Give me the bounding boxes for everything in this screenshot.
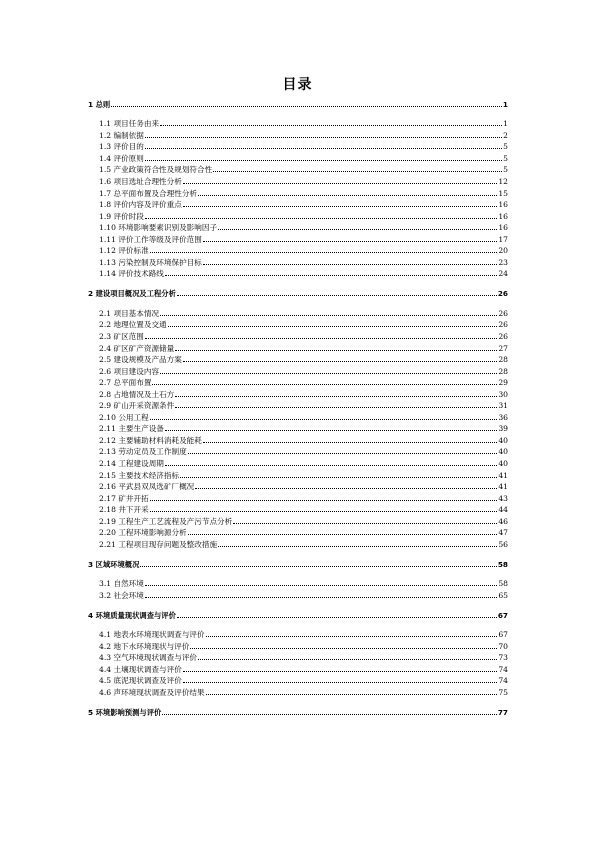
toc-dot-leader	[165, 430, 497, 431]
toc-page-number: 31	[498, 401, 508, 411]
toc-entry-label: 4.2 地下水环境现状与评价	[99, 641, 190, 651]
toc-page-number: 41	[498, 482, 508, 492]
toc-section-entry[interactable]	[88, 330, 508, 342]
toc-section-entry[interactable]	[88, 164, 508, 176]
toc-entry-label: 1.8 评价内容及评价重点	[99, 200, 182, 210]
toc-dot-leader	[183, 361, 497, 362]
toc-page-number: 75	[498, 688, 508, 698]
toc-section-entry[interactable]	[88, 187, 508, 199]
toc-page-number: 58	[497, 559, 508, 569]
toc-entry-label: 1.6 项目选址合理性分析	[99, 177, 182, 187]
toc-section-entry[interactable]	[88, 141, 508, 153]
toc-entry-label: 5 环境影响预测与评价	[88, 707, 162, 717]
toc-spacer	[88, 570, 508, 578]
toc-dot-leader	[175, 407, 497, 408]
toc-entry-label: 2.14 工程建设周期	[99, 458, 164, 468]
toc-section-entry[interactable]	[88, 675, 508, 687]
toc-page-number: 26	[497, 289, 508, 299]
toc-section-entry[interactable]	[88, 388, 508, 400]
toc-dot-leader	[145, 585, 497, 586]
toc-page-number: 29	[498, 378, 508, 388]
toc-page-number: 77	[497, 707, 508, 717]
toc-page-number: 67	[497, 610, 508, 620]
toc-dot-leader	[203, 264, 497, 265]
toc-spacer	[88, 110, 508, 118]
toc-section-entry[interactable]	[88, 527, 508, 539]
toc-entry-label: 4.1 地表水环境现状调查与评价	[99, 630, 205, 640]
toc-page-number: 12	[498, 177, 508, 187]
toc-dot-leader	[145, 338, 497, 339]
toc-entry-label: 2.10 公用工程	[99, 412, 149, 422]
toc-dot-leader	[218, 546, 497, 547]
toc-entry-label: 2.13 劳动定员及工作制度	[99, 447, 187, 457]
toc-page-number: 16	[498, 200, 508, 210]
toc-dot-leader	[150, 252, 498, 253]
toc-entry-label: 2.2 地理位置及交通	[99, 320, 167, 330]
toc-chapter-entry[interactable]	[88, 609, 508, 621]
toc-dot-leader	[145, 137, 502, 138]
toc-page-number: 5	[503, 142, 508, 152]
toc-entry-label: 3.2 社会环境	[99, 590, 144, 600]
toc-section-entry[interactable]	[88, 233, 508, 245]
toc-entry-label: 2.3 矿区范围	[99, 331, 144, 341]
toc-entry-label: 2.5 建设规模及产品方案	[99, 355, 182, 365]
toc-spacer	[88, 550, 508, 558]
toc-page-number: 46	[498, 516, 508, 526]
toc-page-number: 40	[498, 458, 508, 468]
toc-entry-label: 2.20 工程环境影响源分析	[99, 528, 187, 538]
toc-page-number: 36	[498, 412, 508, 422]
toc-dot-leader	[203, 241, 497, 242]
toc-section-entry[interactable]	[88, 307, 508, 319]
toc-page-number: 16	[498, 223, 508, 233]
toc-dot-leader	[140, 566, 496, 567]
toc-page-number: 1	[503, 119, 508, 129]
toc-entry-label: 1.2 编制依据	[99, 130, 144, 140]
toc-page-number: 1	[502, 99, 508, 109]
toc-entry-label: 2.17 矿井开拓	[99, 493, 149, 503]
toc-section-entry[interactable]	[88, 129, 508, 141]
toc-page-number: 2	[503, 130, 508, 140]
toc-section-entry[interactable]	[88, 640, 508, 652]
toc-section-entry[interactable]	[88, 457, 508, 469]
toc-page-number: 40	[498, 435, 508, 445]
page-title: 目录	[282, 77, 313, 93]
toc-section-entry[interactable]	[88, 469, 508, 481]
toc-dot-leader	[188, 534, 498, 535]
toc-spacer	[88, 621, 508, 629]
toc-section-entry[interactable]	[88, 319, 508, 331]
toc-page-number: 58	[498, 579, 508, 589]
toc-chapter-entry[interactable]	[88, 288, 508, 300]
toc-entry-label: 2.4 矿区矿产资源储量	[99, 343, 175, 353]
toc-dot-leader	[183, 682, 497, 683]
toc-page-number: 17	[498, 234, 508, 244]
toc-section-entry[interactable]	[88, 377, 508, 389]
toc-page-number: 70	[498, 641, 508, 651]
toc-page-number: 56	[498, 539, 508, 549]
toc-dot-leader	[206, 636, 498, 637]
toc-dot-leader	[152, 384, 497, 385]
toc-dot-leader	[165, 275, 497, 276]
toc-page-number: 23	[498, 257, 508, 267]
toc-section-entry[interactable]	[88, 686, 508, 698]
toc-section-entry[interactable]	[88, 245, 508, 257]
toc-dot-leader	[145, 218, 497, 219]
toc-page-number: 39	[498, 424, 508, 434]
toc-spacer	[88, 601, 508, 609]
toc-page-number: 65	[498, 590, 508, 600]
toc-entry-label: 2.18 井下开采	[99, 505, 149, 515]
toc-entry-label: 2.7 总平面布置	[99, 378, 152, 388]
toc-dot-leader	[213, 171, 502, 172]
toc-page-number: 27	[498, 343, 508, 353]
toc-dot-leader	[162, 714, 497, 715]
toc-section-entry[interactable]	[88, 210, 508, 222]
toc-entry-label: 2.6 项目建设内容	[99, 366, 160, 376]
toc-entry-label: 4.3 空气环境现状调查与评价	[99, 653, 198, 663]
toc-page-number: 67	[498, 630, 508, 640]
toc-section-entry[interactable]	[88, 118, 508, 130]
toc-entry-label: 4.5 底泥现状调查及评价	[99, 676, 182, 686]
toc-section-entry[interactable]	[88, 652, 508, 664]
toc-entry-label: 1.7 总平面布置及合理性分析	[99, 188, 198, 198]
toc-page-number: 41	[498, 470, 508, 480]
toc-page-number: 5	[503, 165, 508, 175]
toc-dot-leader	[111, 106, 502, 107]
toc-page-number: 16	[498, 211, 508, 221]
toc-entry-label: 3 区域环境概况	[88, 559, 140, 569]
toc-dot-leader	[175, 350, 497, 351]
toc-section-entry[interactable]	[88, 268, 508, 280]
toc-section-entry[interactable]	[88, 400, 508, 412]
toc-page-number: 73	[498, 653, 508, 663]
toc-dot-leader	[188, 453, 498, 454]
toc-entry-label: 1.11 评价工作等级及评价范围	[99, 234, 202, 244]
toc-spacer	[88, 299, 508, 307]
toc-dot-leader	[165, 465, 497, 466]
toc-entry-label: 2.16 平武县双凤选矿厂概况	[99, 482, 195, 492]
toc-spacer	[88, 279, 508, 287]
toc-section-entry[interactable]	[88, 152, 508, 164]
toc-section-entry[interactable]	[88, 481, 508, 493]
toc-chapter-entry[interactable]	[88, 706, 508, 718]
toc-section-entry[interactable]	[88, 434, 508, 446]
toc-dot-leader	[198, 195, 497, 196]
toc-dot-leader	[145, 597, 497, 598]
toc-dot-leader	[183, 671, 497, 672]
toc-dot-leader	[177, 295, 497, 296]
toc-dot-leader	[203, 442, 497, 443]
toc-dot-leader	[190, 648, 497, 649]
toc-dot-leader	[160, 125, 502, 126]
toc-dot-leader	[218, 229, 497, 230]
toc-section-entry[interactable]	[88, 175, 508, 187]
toc-page-number: 74	[498, 664, 508, 674]
toc-page-number: 20	[498, 246, 508, 256]
toc-dot-leader	[206, 694, 498, 695]
toc-entry-label: 4.6 声环境现状调查及评价结果	[99, 688, 205, 698]
toc-section-entry[interactable]	[88, 354, 508, 366]
toc-dot-leader	[150, 511, 498, 512]
toc-entry-label: 1.9 评价时段	[99, 211, 144, 221]
toc-page-number: 26	[498, 308, 508, 318]
toc-section-entry[interactable]	[88, 589, 508, 601]
toc-entry-label: 1.12 评价标准	[99, 246, 149, 256]
toc-entry-label: 1 总则	[88, 99, 111, 109]
toc-section-entry[interactable]	[88, 222, 508, 234]
toc-dot-leader	[150, 419, 498, 420]
toc-section-entry[interactable]	[88, 538, 508, 550]
toc-dot-leader	[177, 617, 497, 618]
toc-entry-label: 2.19 工程生产工艺流程及产污节点分析	[99, 516, 233, 526]
toc-page-number: 30	[498, 389, 508, 399]
toc-entry-label: 1.14 评价技术路线	[99, 269, 164, 279]
toc-entry-label: 1.4 评价原则	[99, 153, 144, 163]
table-of-contents	[88, 98, 508, 718]
toc-page-number: 26	[498, 331, 508, 341]
toc-entry-label: 2.12 主要辅助材料消耗及能耗	[99, 435, 202, 445]
toc-section-entry[interactable]	[88, 423, 508, 435]
toc-page-number: 40	[498, 447, 508, 457]
toc-dot-leader	[168, 326, 498, 327]
toc-page-number: 47	[498, 528, 508, 538]
toc-dot-leader	[195, 488, 497, 489]
toc-entry-label: 2 建设项目概况及工程分析	[88, 289, 176, 299]
toc-entry-label: 2.15 主要技术经济指标	[99, 470, 180, 480]
toc-spacer	[88, 698, 508, 706]
toc-page-number: 24	[498, 269, 508, 279]
toc-section-entry[interactable]	[88, 629, 508, 641]
toc-page-number: 5	[503, 153, 508, 163]
toc-entry-label: 1.3 评价目的	[99, 142, 144, 152]
toc-section-entry[interactable]	[88, 515, 508, 527]
toc-section-entry[interactable]	[88, 446, 508, 458]
toc-page-number: 44	[498, 505, 508, 515]
toc-dot-leader	[160, 373, 497, 374]
toc-dot-leader	[150, 500, 498, 501]
toc-page-number: 43	[498, 493, 508, 503]
toc-dot-leader	[180, 477, 497, 478]
toc-dot-leader	[175, 396, 497, 397]
toc-entry-label: 2.9 矿山开采资源条件	[99, 401, 175, 411]
toc-entry-label: 2.11 主要生产设备	[99, 424, 164, 434]
toc-entry-label: 4 环境质量现状调查与评价	[88, 610, 176, 620]
toc-chapter-entry[interactable]	[88, 558, 508, 570]
toc-dot-leader	[145, 160, 502, 161]
toc-chapter-entry[interactable]	[88, 98, 508, 110]
toc-entry-label: 1.1 项目任务由来	[99, 119, 160, 129]
toc-page-number: 28	[498, 355, 508, 365]
toc-entry-label: 3.1 自然环境	[99, 579, 144, 589]
toc-page-number: 15	[498, 188, 508, 198]
toc-entry-label: 1.13 污染控制及环境保护目标	[99, 257, 202, 267]
toc-dot-leader	[160, 315, 497, 316]
toc-section-entry[interactable]	[88, 411, 508, 423]
toc-section-entry[interactable]	[88, 365, 508, 377]
toc-entry-label: 2.21 工程项目现存问题及整改措施	[99, 539, 218, 549]
toc-dot-leader	[183, 206, 497, 207]
toc-entry-label: 2.1 项目基本情况	[99, 308, 160, 318]
toc-section-entry[interactable]	[88, 492, 508, 504]
toc-section-entry[interactable]	[88, 504, 508, 516]
toc-section-entry[interactable]	[88, 342, 508, 354]
toc-dot-leader	[233, 523, 497, 524]
toc-dot-leader	[145, 148, 502, 149]
toc-entry-label: 1.5 产业政策符合性及规划符合性	[99, 165, 213, 175]
toc-dot-leader	[198, 659, 497, 660]
toc-page-number: 74	[498, 676, 508, 686]
toc-section-entry[interactable]	[88, 256, 508, 268]
toc-page-number: 28	[498, 366, 508, 376]
toc-section-entry[interactable]	[88, 578, 508, 590]
toc-dot-leader	[183, 183, 497, 184]
toc-entry-label: 2.8 占地情况及土石方	[99, 389, 175, 399]
toc-section-entry[interactable]	[88, 663, 508, 675]
toc-section-entry[interactable]	[88, 199, 508, 211]
toc-page-number: 26	[498, 320, 508, 330]
toc-entry-label: 4.4 土壤现状调查与评价	[99, 664, 182, 674]
toc-entry-label: 1.10 环境影响要素识别及影响因子	[99, 223, 218, 233]
